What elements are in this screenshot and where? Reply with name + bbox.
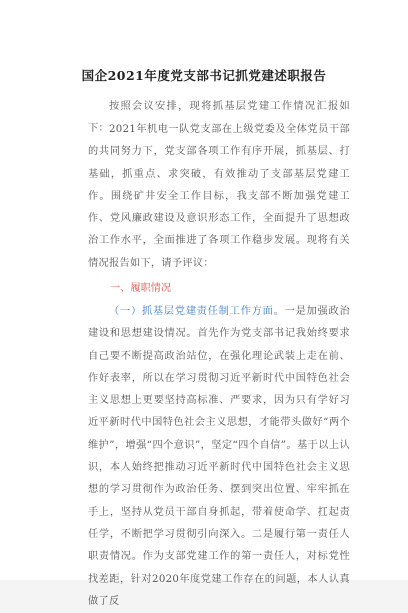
- summary-paragraph: 2021年机电一队党支部在上级党委及全体党员干部的共同努力下，党支部各项工作有序开展，抓基层、打基础，抓重点、求突破，有效推动了支部基层党建工作。围绕矿井安全工作目标，我支部不断加强党建工作、党风廉政建设及意识形态工作，全面提升了思想政治工作水平，全面推进了各项工作稳步发展。现将有关情况报告如下，请予评议：: [88, 124, 350, 269]
- document-title: 国企2021年度党支部书记抓党建述职报告: [81, 68, 327, 83]
- section-heading: 一、履职情况: [110, 283, 172, 294]
- intro-paragraph: 按照会议安排，现将抓基层党建工作情况汇报如下：: [88, 101, 350, 135]
- body-text: 一是加强政治建设和思想建设情况。首先作为党支部书记我始终要求自己要不断提高政治站位，在强化理论武装上走在前、作好表率，所以在学习贯彻习近平新时代中国特色社会主义思想上更要坚持高标准、严要求，因为只有学好习近平新时代中国特色社会主义思想，才能带头做好“两个维护”，增强“四个意识”，坚定“四个自信”。基于以上认识，本人始终把推动习近平新时代中国特色社会主义思想的学习贯彻作为政治任务、摆到突出位置、牢牢抓在手上，坚持从党员干部自身抓起，带着使命学、扛起责任学，不断把学习贯彻引向深入。二是履行第一责任人职责情况。作为支部党建工作的第一责任人，对标党性找差距，针对2020年度党建工作存在的问题，本人认真做了反: [88, 306, 350, 607]
- subsection-label: （一）抓基层党建责任制工作方面。: [109, 306, 285, 317]
- body-paragraph: [88, 301, 350, 613]
